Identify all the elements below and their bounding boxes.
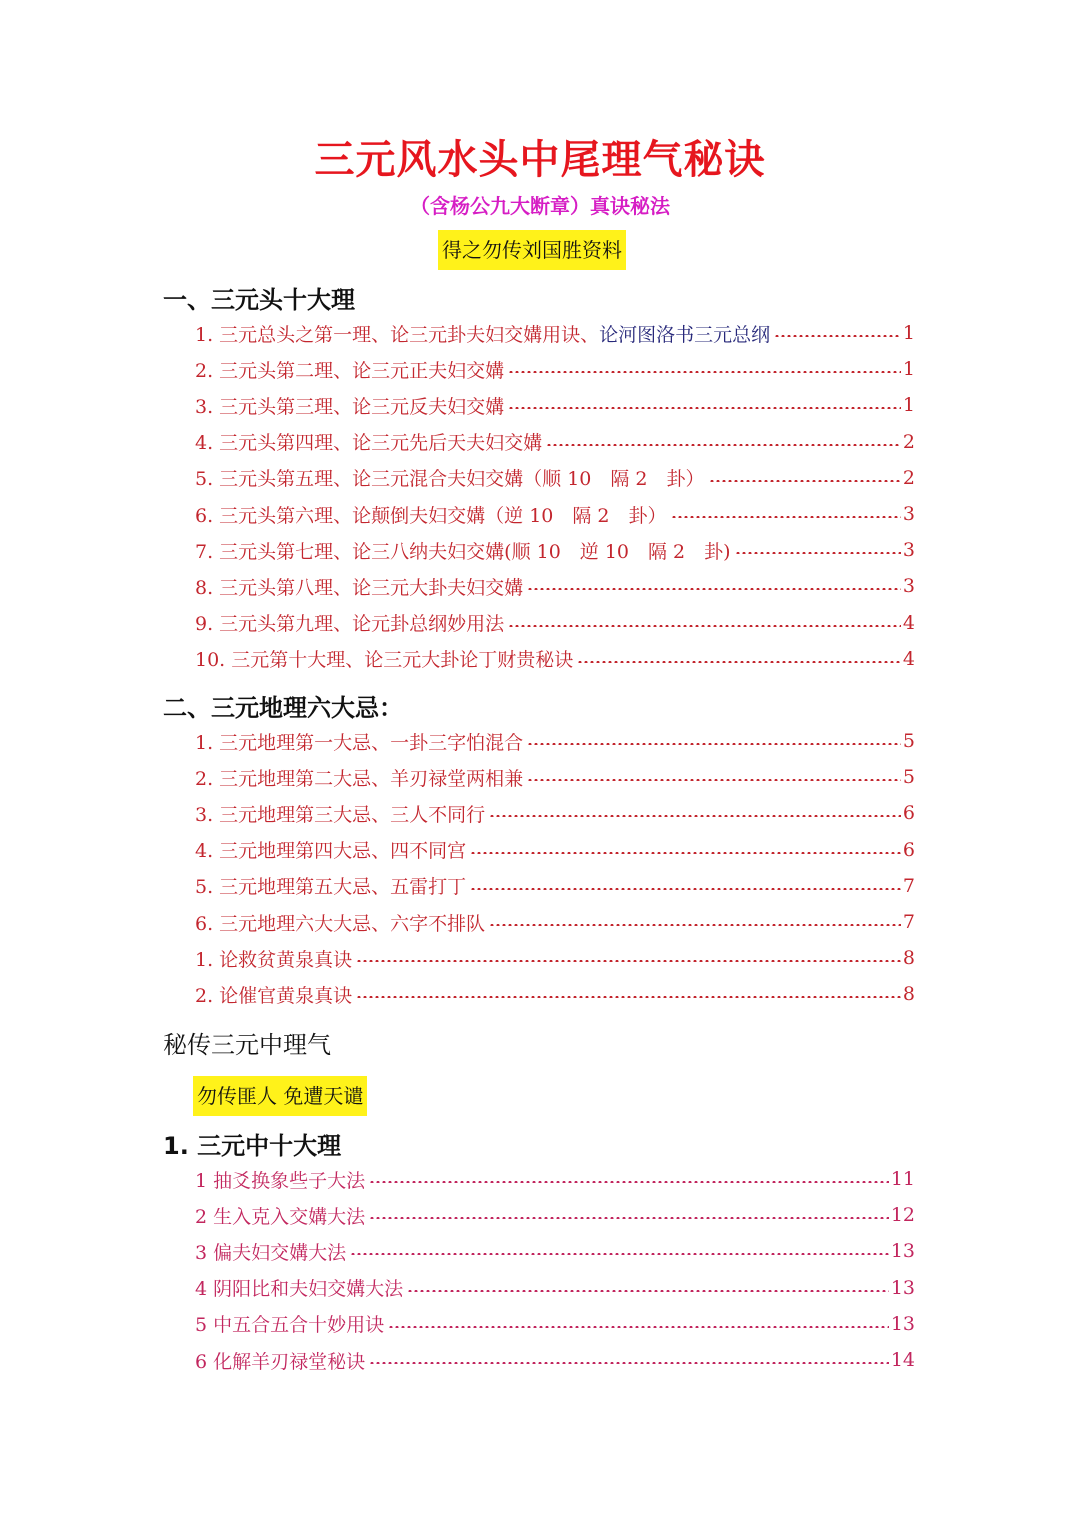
dot-leader bbox=[709, 480, 901, 482]
dot-leader bbox=[508, 371, 901, 373]
toc-entry bbox=[195, 1342, 915, 1378]
dot-leader bbox=[508, 625, 901, 627]
toc-page-number: 4 bbox=[902, 611, 915, 634]
toc-entry bbox=[195, 1270, 915, 1306]
document-subtitle: （含杨公九大断章）真诀秘法 bbox=[410, 194, 670, 218]
toc-page-number: 13 bbox=[890, 1312, 915, 1335]
toc-page-number: 3 bbox=[902, 539, 915, 562]
toc-entry bbox=[195, 976, 915, 1012]
dot-leader bbox=[774, 335, 901, 337]
dot-leader bbox=[470, 852, 901, 854]
toc-entry-text: 3. 三元头第三理、论三元反夫妇交媾 bbox=[195, 395, 505, 418]
dot-leader bbox=[735, 552, 901, 554]
toc-entry bbox=[195, 723, 915, 759]
dot-leader bbox=[388, 1326, 889, 1328]
toc-page-number: 8 bbox=[902, 983, 915, 1006]
toc-entry bbox=[195, 424, 915, 460]
toc-entry bbox=[195, 904, 915, 940]
toc-page-number: 7 bbox=[902, 911, 915, 933]
toc-entry bbox=[195, 496, 915, 532]
toc-entry-text: 5. 三元头第五理、论三元混合夫妇交媾（顺 10 隔 2 卦） bbox=[195, 468, 705, 491]
toc-page-number: 4 bbox=[902, 647, 915, 670]
document-title: 三元风水头中尾理气秘诀 bbox=[314, 137, 766, 183]
toc-entry bbox=[195, 759, 915, 795]
toc-entry-text: 1. 三元地理第一大忌、一卦三字怕混合 bbox=[195, 731, 524, 754]
toc-entry-text: 1. 三元总头之第一理、论三元卦夫妇交媾用诀、 bbox=[195, 323, 600, 346]
toc-entry-text-secondary: 论河图洛书三元总纲 bbox=[599, 323, 771, 346]
toc-entry bbox=[195, 387, 915, 423]
toc-page-number: 11 bbox=[890, 1168, 915, 1190]
dot-leader bbox=[546, 444, 901, 446]
toc-entry-text: 3 偏夫妇交媾大法 bbox=[195, 1241, 347, 1264]
toc-entry bbox=[195, 641, 915, 677]
toc-entry bbox=[195, 315, 915, 351]
section-heading-3: 秘传三元中理气 bbox=[163, 1031, 331, 1059]
dot-leader bbox=[577, 661, 901, 663]
toc-entry-text: 2. 三元地理第二大忌、羊刃禄堂两相兼 bbox=[195, 767, 524, 790]
toc-page-number: 13 bbox=[890, 1240, 915, 1263]
toc-page-number: 5 bbox=[902, 766, 915, 789]
section-heading-4: 1. 三元中十大理 bbox=[163, 1132, 342, 1160]
toc-page-number: 13 bbox=[890, 1276, 915, 1299]
toc-entry bbox=[195, 351, 915, 387]
section-heading-2: 二、三元地理六大忌： bbox=[163, 694, 403, 722]
toc-page-number: 2 bbox=[902, 466, 915, 489]
dot-leader bbox=[356, 996, 901, 998]
dot-leader bbox=[470, 888, 901, 890]
toc-entry bbox=[195, 605, 915, 641]
toc-entry-text: 4. 三元头第四理、论三元先后天夫妇交媾 bbox=[195, 432, 543, 455]
dot-leader bbox=[527, 779, 901, 781]
dot-leader bbox=[369, 1362, 889, 1364]
toc-entry bbox=[195, 1197, 915, 1233]
dot-leader bbox=[527, 588, 901, 590]
toc-entry bbox=[195, 1233, 915, 1269]
toc-entry-text: 5. 三元地理第五大忌、五雷打丁 bbox=[195, 876, 467, 899]
toc-entry-text: 4. 三元地理第四大忌、四不同宫 bbox=[195, 840, 467, 863]
toc-entry-text: 7. 三元头第七理、论三八纳夫妇交媾(顺 10 逆 10 隔 2 卦) bbox=[195, 540, 731, 563]
toc-page-number: 6 bbox=[902, 838, 915, 861]
toc-page-number: 7 bbox=[902, 874, 915, 897]
toc-page-number: 1 bbox=[902, 394, 915, 417]
dot-leader bbox=[489, 924, 901, 926]
toc-entry-text: 6. 三元头第六理、论颠倒夫妇交媾（逆 10 隔 2 卦） bbox=[195, 504, 667, 527]
toc-entry-text: 1 抽爻换象些子大法 bbox=[195, 1169, 366, 1192]
toc-page-number: 3 bbox=[902, 503, 915, 525]
toc-page-number: 12 bbox=[890, 1204, 915, 1227]
toc-page-number: 6 bbox=[902, 802, 915, 825]
highlight-note-1: 得之勿传刘国胜资料 bbox=[438, 230, 626, 270]
toc-page-number: 14 bbox=[890, 1349, 915, 1371]
toc-entry bbox=[195, 1161, 915, 1197]
toc-entry-text: 6 化解羊刃禄堂秘诀 bbox=[195, 1350, 366, 1373]
toc-page-number: 1 bbox=[902, 322, 915, 344]
toc-entry-text: 1. 论救贫黄泉真诀 bbox=[195, 948, 353, 971]
dot-leader bbox=[350, 1253, 889, 1255]
toc-page-number: 2 bbox=[902, 430, 915, 453]
toc-entry-text: 2. 论催官黄泉真诀 bbox=[195, 984, 353, 1007]
toc-entry bbox=[195, 532, 915, 568]
toc-entry bbox=[195, 460, 915, 496]
dot-leader bbox=[508, 407, 901, 409]
dot-leader bbox=[356, 960, 901, 962]
dot-leader bbox=[407, 1290, 889, 1292]
toc-entry-text: 3. 三元地理第三大忌、三人不同行 bbox=[195, 803, 486, 826]
toc-entry-text: 2 生入克入交媾大法 bbox=[195, 1205, 366, 1228]
toc-entry bbox=[195, 832, 915, 868]
toc-page-number: 8 bbox=[902, 947, 915, 970]
highlight-note-2: 勿传匪人 免遭天谴 bbox=[193, 1076, 367, 1116]
toc-entry-text: 2. 三元头第二理、论三元正夫妇交媾 bbox=[195, 359, 505, 382]
dot-leader bbox=[369, 1217, 889, 1219]
toc-entry-text: 5 中五合五合十妙用诀 bbox=[195, 1314, 385, 1337]
toc-page-number: 5 bbox=[902, 730, 915, 752]
dot-leader bbox=[527, 743, 901, 745]
toc-entry bbox=[195, 1306, 915, 1342]
toc-page-number: 3 bbox=[902, 575, 915, 598]
toc-entry-text: 10. 三元第十大理、论三元大卦论丁财贵秘诀 bbox=[195, 649, 574, 672]
toc-entry-text: 6. 三元地理六大大忌、六字不排队 bbox=[195, 912, 486, 935]
dot-leader bbox=[489, 815, 901, 817]
dot-leader bbox=[369, 1181, 889, 1183]
dot-leader bbox=[671, 516, 901, 518]
toc-page-number: 1 bbox=[902, 358, 915, 381]
toc-entry bbox=[195, 940, 915, 976]
toc-entry bbox=[195, 568, 915, 604]
toc-entry-text: 4 阴阳比和夫妇交媾大法 bbox=[195, 1278, 404, 1301]
toc-entry bbox=[195, 868, 915, 904]
toc-entry bbox=[195, 795, 915, 831]
toc-entry-text: 8. 三元头第八理、论三元大卦夫妇交媾 bbox=[195, 576, 524, 599]
section-heading-1: 一、三元头十大理 bbox=[163, 286, 355, 314]
toc-entry-text: 9. 三元头第九理、论元卦总纲妙用法 bbox=[195, 613, 505, 636]
